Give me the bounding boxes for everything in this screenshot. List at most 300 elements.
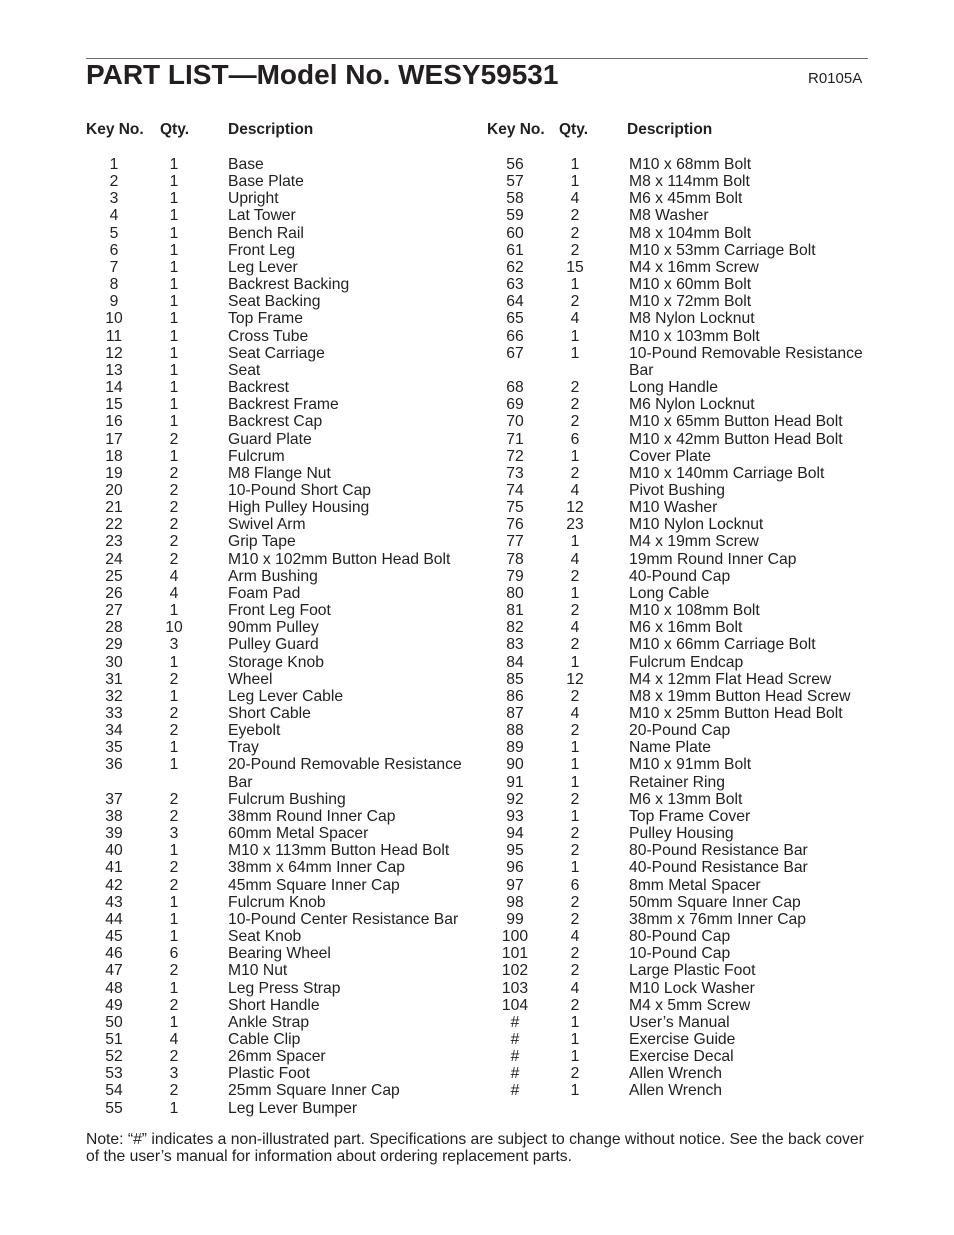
quantity: 2 [169,859,179,877]
key-number: 83 [506,636,524,654]
quantity: 2 [169,1082,179,1100]
quantity: 1 [570,344,580,362]
quantity: 1 [570,584,580,602]
part-row [86,1048,483,1065]
quantity: 23 [566,516,584,534]
part-row [487,482,884,499]
key-number: 54 [105,1082,123,1100]
part-row [487,825,884,842]
part-description: Fulcrum Knob [228,893,326,911]
part-row [86,345,483,362]
part-description: Storage Knob [228,653,324,671]
key-number: 37 [105,790,123,808]
part-row [487,173,884,190]
key-number: 17 [105,430,123,448]
part-row [487,894,884,911]
part-row [487,774,884,791]
key-number: 2 [109,173,119,191]
key-number: 18 [105,447,123,465]
part-description: Cable Clip [228,1030,301,1048]
key-number: 55 [105,1099,123,1117]
key-number: 73 [506,464,524,482]
quantity: 1 [169,910,179,928]
part-description: M10 x 25mm Button Head Bolt [629,705,843,722]
part-description: 10-Pound Center Resistance Bar [228,910,459,928]
key-number: 26 [105,584,123,602]
key-number: 98 [506,893,524,911]
quantity: 2 [169,790,179,808]
quantity: 2 [570,396,580,414]
part-description: 45mm Square Inner Cap [228,876,400,894]
part-row [86,636,483,653]
quantity: 2 [570,379,580,397]
quantity: 1 [169,396,179,414]
key-number: 35 [105,739,123,757]
part-description: Backrest Backing [228,276,350,294]
part-row [487,1065,884,1082]
quantity: 6 [570,876,580,894]
key-number: # [510,1030,520,1048]
key-number: 94 [506,825,524,843]
part-description: M10 x 66mm Carriage Bolt [629,636,816,654]
part-description: M4 x 5mm Screw [629,996,751,1014]
part-description: 10-Pound Short Cap [228,481,372,499]
part-description: Leg Lever [228,258,298,276]
part-description: 10-Pound Cap [629,945,731,963]
part-description: M8 Nylon Locknut [629,310,755,328]
key-number: 59 [506,207,524,225]
key-number: 91 [506,773,524,791]
quantity: 6 [570,430,580,448]
quantity: 4 [169,584,179,602]
part-description: M10 x 140mm Carriage Bolt [629,464,825,482]
part-row [86,756,483,790]
part-row [487,722,884,739]
part-description: 50mm Square Inner Cap [629,893,801,911]
quantity: 3 [169,825,179,843]
part-description: M8 Flange Nut [228,464,331,482]
part-description: Front Leg [228,241,296,259]
part-row [487,585,884,602]
part-description: Fulcrum Endcap [629,653,744,671]
part-description: Lat Tower [228,207,296,225]
part-description: Cover Plate [629,447,711,465]
quantity: 2 [570,1065,580,1083]
quantity: 4 [570,979,580,997]
part-row [487,431,884,448]
part-description: 90mm Pulley [228,619,319,637]
quantity: 4 [570,310,580,328]
key-number: 5 [109,224,119,242]
part-row [487,602,884,619]
left-header-key-no: Key No. [86,121,144,138]
quantity: 1 [169,379,179,397]
key-number: 62 [506,258,524,276]
quantity: 2 [570,893,580,911]
part-description: 38mm Round Inner Cap [228,807,396,825]
part-row [487,945,884,962]
quantity: 2 [570,224,580,242]
quantity: 2 [570,842,580,860]
part-description: Seat Backing [228,293,321,311]
key-number: 95 [506,842,524,860]
quantity: 1 [169,156,179,173]
key-number: 60 [506,224,524,242]
quantity: 1 [169,1013,179,1031]
key-number: 79 [506,567,524,585]
part-description: Plastic Foot [228,1065,310,1083]
part-row [487,568,884,585]
part-row [487,156,884,173]
quantity: 3 [169,1065,179,1083]
key-number: 69 [506,396,524,414]
part-row [487,842,884,859]
part-description: 40-Pound Cap [629,567,731,585]
quantity: 1 [169,739,179,757]
quantity: 2 [570,687,580,705]
part-row [86,877,483,894]
part-row [487,1048,884,1065]
quantity: 1 [570,533,580,551]
key-number: 50 [105,1013,123,1031]
part-description: M10 x 91mm Bolt [629,756,752,774]
quantity: 2 [169,499,179,517]
key-number: 34 [105,722,123,740]
quantity: 1 [169,173,179,191]
part-row [487,207,884,224]
quantity: 12 [566,670,584,688]
key-number: 78 [506,550,524,568]
part-row [86,1082,483,1099]
part-description: Retainer Ring [629,773,725,791]
key-number: 6 [109,241,119,259]
part-description: Pulley Guard [228,636,319,654]
key-number: 89 [506,739,524,757]
part-row [86,190,483,207]
part-description: 40-Pound Resistance Bar [629,859,808,877]
part-description: M10 x 113mm Button Head Bolt [228,842,450,860]
quantity: 1 [169,447,179,465]
key-number: 40 [105,842,123,860]
quantity: 2 [169,962,179,980]
quantity: 1 [169,361,179,379]
quantity: 2 [169,481,179,499]
left-header-qty: Qty. [160,121,189,138]
part-row [487,980,884,997]
part-description: Top Frame [228,310,303,328]
quantity: 1 [570,447,580,465]
part-row [86,293,483,310]
key-number: 44 [105,910,123,928]
part-description: 8mm Metal Spacer [629,876,761,894]
part-description: Base Plate [228,173,304,191]
part-row [86,259,483,276]
part-row [86,533,483,550]
key-number: 57 [506,173,524,191]
key-number: 21 [105,499,123,517]
key-number: 30 [105,653,123,671]
part-row [86,808,483,825]
key-number: 47 [105,962,123,980]
quantity: 2 [570,962,580,980]
part-description: M8 Washer [629,207,709,225]
quantity: 1 [169,842,179,860]
part-row [487,636,884,653]
quantity: 2 [169,430,179,448]
part-row [487,225,884,242]
quantity: 1 [570,859,580,877]
part-row [86,654,483,671]
key-number: 42 [105,876,123,894]
quantity: 1 [169,756,179,774]
key-number: 33 [105,705,123,722]
part-description: Upright [228,190,279,208]
quantity: 1 [570,653,580,671]
key-number: 3 [109,190,119,208]
part-row [86,568,483,585]
quantity: 15 [566,258,584,276]
part-description: Foam Pad [228,584,301,602]
part-row [86,705,483,722]
part-row [86,911,483,928]
part-description: M10 x 60mm Bolt [629,276,752,294]
part-description: M4 x 16mm Screw [629,258,759,276]
key-number: 63 [506,276,524,294]
key-number: 24 [105,550,123,568]
part-description: M6 x 13mm Bolt [629,790,743,808]
part-row [86,962,483,979]
part-description: Large Plastic Foot [629,962,756,980]
quantity: 1 [169,276,179,294]
part-row [86,722,483,739]
quantity: 1 [570,173,580,191]
quantity: 2 [169,516,179,534]
part-description: Leg Lever Cable [228,687,344,705]
key-number: 15 [105,396,123,414]
part-description: Backrest [228,379,290,397]
part-description: Short Handle [228,996,320,1014]
key-number: # [510,1065,520,1083]
quantity: 4 [570,481,580,499]
part-description: Backrest Cap [228,413,323,431]
document-code: R0105A [808,70,863,87]
part-description: 26mm Spacer [228,1048,326,1066]
key-number: 41 [105,859,123,877]
part-description: Exercise Guide [629,1030,736,1048]
part-row [86,225,483,242]
part-row [487,242,884,259]
quantity: 1 [169,893,179,911]
part-row [86,156,483,173]
key-number: 49 [105,996,123,1014]
part-row [487,739,884,756]
key-number: 46 [105,945,123,963]
quantity: 1 [169,327,179,345]
quantity: 1 [570,756,580,774]
quantity: 4 [570,928,580,946]
part-description: Tray [228,739,259,757]
key-number: 4 [109,207,119,225]
part-description: M10 x 65mm Button Head Bolt [629,413,843,431]
part-row [487,276,884,293]
part-description: M10 x 103mm Bolt [629,327,760,345]
part-description: Seat Carriage [228,344,325,362]
quantity: 1 [570,276,580,294]
quantity: 2 [169,876,179,894]
key-number: 86 [506,687,524,705]
key-number: 32 [105,687,123,705]
quantity: 4 [169,567,179,585]
part-description: Name Plate [629,739,711,757]
key-number: 52 [105,1048,123,1066]
quantity: 1 [169,310,179,328]
part-description: Pulley Housing [629,825,734,843]
part-description: M6 x 45mm Bolt [629,190,743,208]
part-description: M10 Washer [629,499,718,517]
part-description: M10 x 53mm Carriage Bolt [629,241,816,259]
part-description: 38mm x 64mm Inner Cap [228,859,405,877]
part-row [487,859,884,876]
part-row [487,997,884,1014]
quantity: 1 [169,190,179,208]
part-row [86,980,483,997]
key-number: 102 [501,962,529,980]
key-number: 72 [506,447,524,465]
part-description: Top Frame Cover [629,807,751,825]
part-description: M10 x 108mm Bolt [629,602,760,620]
key-number: 14 [105,379,123,397]
key-number: 20 [105,481,123,499]
key-number: 53 [105,1065,123,1083]
part-row [86,448,483,465]
part-row [487,448,884,465]
quantity: 2 [570,722,580,740]
quantity: 1 [169,602,179,620]
part-description: Backrest Frame [228,396,339,414]
quantity: 2 [570,790,580,808]
part-row [86,859,483,876]
part-description: Bench Rail [228,224,304,242]
key-number: 71 [506,430,524,448]
key-number: 75 [506,499,524,517]
quantity: 2 [570,207,580,225]
part-row [487,756,884,773]
quantity: 2 [570,636,580,654]
part-row [487,499,884,516]
key-number: 9 [109,293,119,311]
part-description: M4 x 12mm Flat Head Screw [629,670,832,688]
quantity: 2 [169,807,179,825]
key-number: 58 [506,190,524,208]
part-description: Short Cable [228,705,311,722]
part-row [487,928,884,945]
part-row [487,1031,884,1048]
part-description: 10-Pound Removable Resistance Bar [629,344,863,379]
quantity: 1 [169,1099,179,1117]
page-title: PART LIST—Model No. WESY59531 [86,59,559,90]
part-description: Cross Tube [228,327,309,345]
quantity: 2 [570,464,580,482]
left-parts-column [86,156,483,1117]
key-number: 81 [506,602,524,620]
quantity: 1 [169,413,179,431]
quantity: 2 [570,241,580,259]
key-number: 65 [506,310,524,328]
part-row [86,997,483,1014]
part-row [86,671,483,688]
part-description: M10 Nylon Locknut [629,516,764,534]
part-row [487,516,884,533]
part-row [86,739,483,756]
part-row [487,345,884,379]
key-number: 19 [105,464,123,482]
part-row [86,894,483,911]
quantity: 1 [570,773,580,791]
key-number: 25 [105,567,123,585]
quantity: 10 [165,619,183,637]
part-row [487,259,884,276]
part-row [86,310,483,327]
key-number: 70 [506,413,524,431]
part-description: 20-Pound Removable Resistance Bar [228,756,462,791]
part-row [86,242,483,259]
part-row [487,533,884,550]
quantity: 2 [570,567,580,585]
part-row [86,482,483,499]
part-row [487,190,884,207]
part-description: M8 x 19mm Button Head Screw [629,687,851,705]
right-parts-column [487,156,884,1100]
key-number: 10 [105,310,123,328]
part-description: Ankle Strap [228,1013,310,1031]
quantity: 2 [570,602,580,620]
key-number: 7 [109,258,119,276]
key-number: 84 [506,653,524,671]
part-description: Grip Tape [228,533,296,551]
part-row [487,1014,884,1031]
quantity: 1 [169,928,179,946]
quantity: 1 [570,807,580,825]
quantity: 2 [169,705,179,722]
part-row [86,328,483,345]
key-number: 31 [105,670,123,688]
part-description: User’s Manual [629,1013,730,1031]
part-description: Eyebolt [228,722,281,740]
part-row [487,413,884,430]
key-number: 43 [105,893,123,911]
key-number: 16 [105,413,123,431]
part-description: Long Handle [629,379,718,397]
key-number: 104 [501,996,529,1014]
quantity: 1 [570,1030,580,1048]
quantity: 1 [169,653,179,671]
part-row [86,362,483,379]
part-row [487,1082,884,1099]
part-row [86,945,483,962]
part-description: M6 Nylon Locknut [629,396,755,414]
footnote: Note: “#” indicates a non-illustrated part. Specifications are subject to change without notice. See the back cover of the user’s manual for information about ordering replacement parts. [86,1131,864,1165]
part-description: Seat Knob [228,928,302,946]
part-row [487,379,884,396]
key-number: # [510,1082,520,1100]
part-row [86,1014,483,1031]
quantity: 1 [570,327,580,345]
part-description: M6 x 16mm Bolt [629,619,743,637]
quantity: 2 [570,413,580,431]
quantity: 2 [169,996,179,1014]
part-row [487,671,884,688]
part-description: 80-Pound Cap [629,928,731,946]
